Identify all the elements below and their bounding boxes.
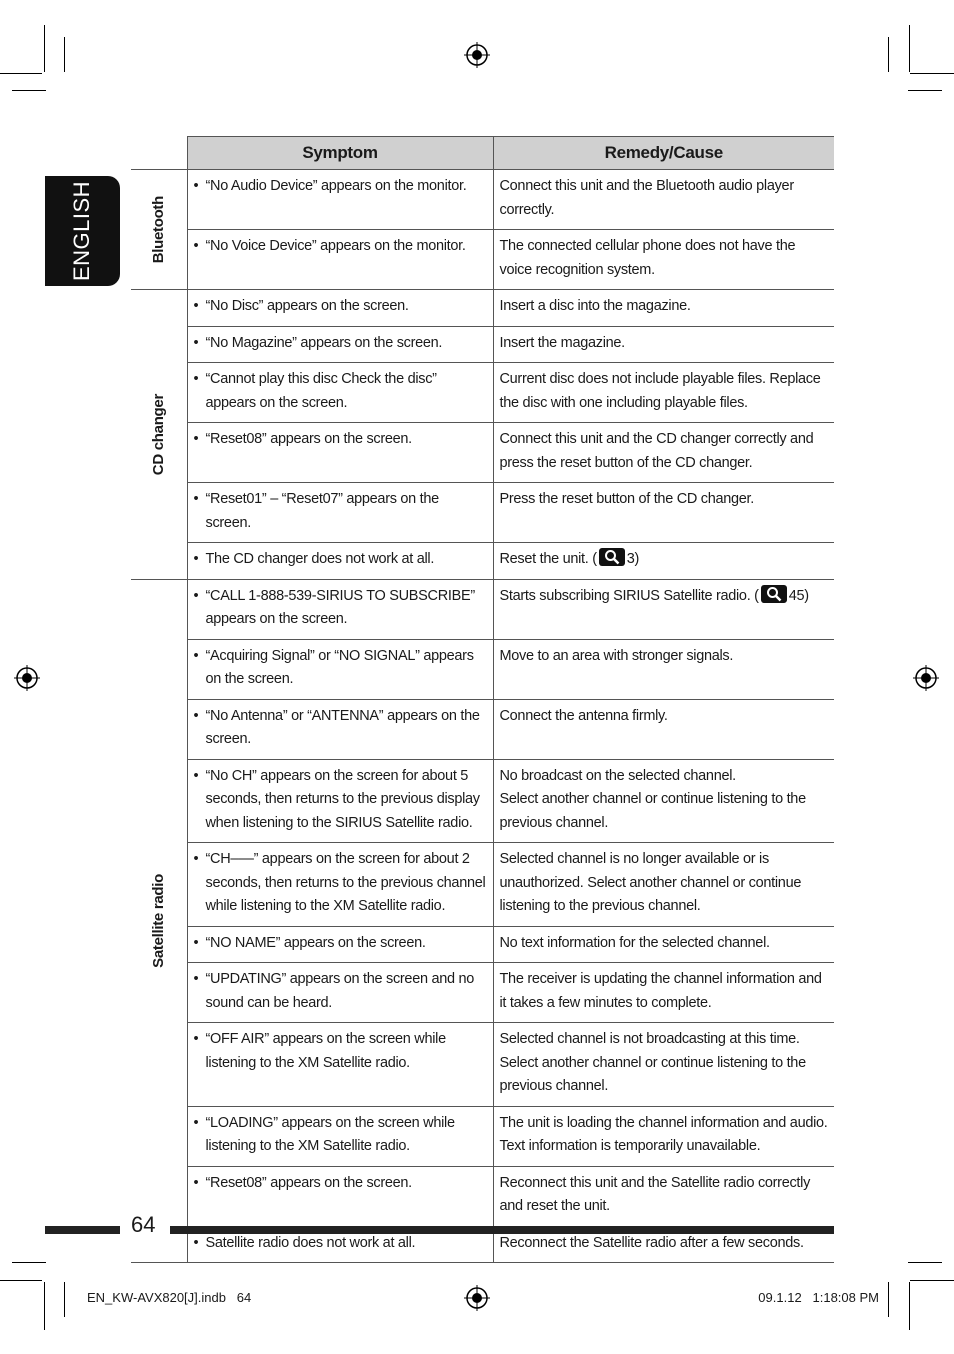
table-row	[131, 423, 834, 483]
bullet: •	[193, 1234, 199, 1251]
remedy-cell: Selected channel is no longer available or is unauthorized. Select another channel or continue listening to the previous channel.	[493, 843, 834, 927]
bullet: •	[193, 238, 199, 254]
symptom-text: “CALL 1-888-539-SIRIUS TO SUBSCRIBE” appears on the screen.	[205, 587, 475, 627]
table-row	[131, 230, 834, 290]
symptom-text: “OFF AIR” appears on the screen while listening to the XM Satellite radio.	[205, 1031, 446, 1071]
symptom-text: “No Magazine” appears on the screen.	[205, 334, 443, 351]
crop-mark	[910, 73, 954, 74]
crop-mark	[12, 90, 46, 91]
bullet: •	[193, 431, 199, 447]
remedy-cell: Connect the antenna firmly.	[493, 699, 834, 759]
symptom-text: “No Antenna” or “ANTENNA” appears on the screen.	[205, 707, 480, 747]
category-label: Bluetooth	[150, 195, 167, 264]
table-row	[131, 843, 834, 927]
bullet: •	[193, 647, 199, 664]
bullet: •	[193, 1174, 199, 1191]
crop-mark	[908, 1262, 942, 1263]
remedy-cell	[493, 759, 834, 843]
symptom-header: Symptom	[187, 137, 493, 170]
page-bar-right	[170, 1226, 834, 1234]
remedy-cell: No text information for the selected channel.	[493, 926, 834, 963]
table-row	[131, 579, 834, 639]
crop-mark	[910, 1280, 954, 1281]
crop-mark	[0, 1280, 42, 1281]
registration-mark-icon	[464, 1285, 490, 1311]
bullet: •	[193, 178, 199, 194]
magnifier-reference-icon	[761, 585, 787, 603]
bullet: •	[193, 371, 199, 387]
remedy-line: Select another channel or continue listening to the previous channel.	[499, 1054, 806, 1094]
symptom-text: “No Voice Device” appears on the monitor.	[205, 238, 466, 254]
symptom-cell	[187, 759, 493, 843]
remedy-cell: Current disc does not include playable files. Replace the disc with one including playable files.	[493, 363, 834, 423]
remedy-line: No broadcast on the selected channel.	[499, 767, 736, 784]
remedy-cell: Press the reset button of the CD changer.	[493, 483, 834, 543]
registration-mark-icon	[14, 665, 40, 691]
symptom-text: “No CH” appears on the screen for about 5 seconds, then returns to the previous display when listening to the SIRIUS Satellite radio.	[205, 767, 480, 831]
remedy-cell: Connect this unit and the Bluetooth audio player correctly.	[493, 170, 834, 230]
remedy-cell: Reconnect the Satellite radio after a few seconds.	[493, 1226, 834, 1263]
table-row	[131, 699, 834, 759]
remedy-text: Starts subscribing SIRIUS Satellite radio. (	[499, 587, 759, 604]
symptom-text: “Reset01” – “Reset07” appears on the screen.	[205, 491, 439, 531]
reference-page: 45)	[788, 587, 809, 604]
bullet: •	[193, 1114, 199, 1131]
symptom-text: Satellite radio does not work at all.	[205, 1234, 416, 1251]
symptom-cell	[187, 423, 493, 483]
symptom-text: “No Disc” appears on the screen.	[205, 298, 409, 314]
bullet: •	[193, 767, 199, 784]
remedy-cell: The receiver is updating the channel information and it takes a few minutes to complete.	[493, 963, 834, 1023]
table-row	[131, 1023, 834, 1107]
symptom-cell	[187, 230, 493, 290]
remedy-cell: Connect this unit and the CD changer correctly and press the reset button of the CD changer.	[493, 423, 834, 483]
crop-mark	[888, 37, 889, 72]
table-row	[131, 543, 834, 580]
remedy-line: Text information is temporarily unavailable.	[499, 1138, 761, 1154]
symptom-text: “UPDATING” appears on the screen and no sound can be heard.	[205, 971, 475, 1011]
symptom-text: “Acquiring Signal” or “NO SIGNAL” appears on the screen.	[205, 647, 474, 687]
crop-mark	[64, 37, 65, 72]
category-bluetooth	[131, 170, 187, 290]
crop-mark	[0, 73, 42, 74]
bullet: •	[193, 587, 199, 604]
symptom-cell	[187, 290, 493, 327]
symptom-cell	[187, 843, 493, 927]
symptom-cell	[187, 170, 493, 230]
table-row	[131, 1166, 834, 1226]
table-row	[131, 326, 834, 363]
table-row	[131, 290, 834, 327]
bullet: •	[193, 707, 199, 724]
category-label: CD changer	[150, 393, 167, 475]
table-row	[131, 963, 834, 1023]
remedy-cell	[493, 1023, 834, 1107]
reference-page: 3)	[626, 551, 640, 567]
print-timestamp: 09.1.12 1:18:08 PM	[758, 1290, 879, 1305]
symptom-cell	[187, 1106, 493, 1166]
crop-mark	[12, 1262, 46, 1263]
table-row	[131, 759, 834, 843]
remedy-cell: Insert the magazine.	[493, 326, 834, 363]
symptom-cell	[187, 579, 493, 639]
table-row	[131, 483, 834, 543]
remedy-line: Select another channel or continue listening to the previous channel.	[499, 791, 806, 831]
page-number: 64	[131, 1212, 156, 1237]
remedy-cell	[493, 543, 834, 580]
remedy-line: The unit is loading the channel information and audio.	[499, 1114, 828, 1131]
table-row	[131, 1106, 834, 1166]
symptom-cell	[187, 963, 493, 1023]
symptom-cell	[187, 363, 493, 423]
remedy-line: Selected channel is not broadcasting at this time.	[499, 1031, 800, 1047]
bullet: •	[193, 491, 199, 507]
table-row	[131, 363, 834, 423]
symptom-cell	[187, 543, 493, 580]
symptom-text: “LOADING” appears on the screen while listening to the XM Satellite radio.	[205, 1114, 455, 1154]
symptom-text: “Reset08” appears on the screen.	[205, 1174, 412, 1191]
remedy-header: Remedy/Cause	[493, 137, 834, 170]
language-tab	[45, 176, 120, 286]
remedy-cell: The connected cellular phone does not have the voice recognition system.	[493, 230, 834, 290]
symptom-cell	[187, 926, 493, 963]
symptom-text: “Cannot play this disc Check the disc” appears on the screen.	[205, 371, 437, 411]
crop-mark	[888, 1282, 889, 1317]
remedy-cell: Move to an area with stronger signals.	[493, 639, 834, 699]
crop-mark	[44, 25, 45, 72]
table-row	[131, 639, 834, 699]
bullet: •	[193, 298, 199, 314]
bullet: •	[193, 851, 199, 867]
symptom-cell	[187, 699, 493, 759]
remedy-cell	[493, 579, 834, 639]
symptom-text: “No Audio Device” appears on the monitor.	[205, 178, 467, 194]
symptom-cell	[187, 326, 493, 363]
table-row	[131, 170, 834, 230]
crop-mark	[64, 1282, 65, 1317]
symptom-cell	[187, 639, 493, 699]
symptom-cell	[187, 1023, 493, 1107]
magnifier-reference-icon	[599, 548, 625, 566]
table-header-row	[131, 137, 834, 170]
bullet: •	[193, 1031, 199, 1047]
crop-mark	[44, 1282, 45, 1330]
bullet: •	[193, 551, 199, 567]
troubleshooting-table	[131, 136, 834, 1263]
remedy-cell	[493, 1106, 834, 1166]
remedy-text: Reset the unit. (	[499, 551, 597, 567]
category-cd-changer	[131, 290, 187, 580]
symptom-cell	[187, 483, 493, 543]
crop-mark	[909, 1282, 910, 1330]
symptom-text: The CD changer does not work at all.	[205, 551, 435, 567]
category-label: Satellite radio	[150, 873, 167, 968]
bullet: •	[193, 334, 199, 351]
symptom-text: “Reset08” appears on the screen.	[205, 431, 412, 447]
registration-mark-icon	[913, 665, 939, 691]
remedy-cell: Insert a disc into the magazine.	[493, 290, 834, 327]
crop-mark	[909, 25, 910, 72]
bullet: •	[193, 971, 199, 987]
registration-mark-icon	[464, 42, 490, 68]
remedy-cell: Reconnect this unit and the Satellite radio correctly and reset the unit.	[493, 1166, 834, 1226]
symptom-text: “NO NAME” appears on the screen.	[205, 934, 426, 951]
print-file-name: EN_KW-AVX820[J].indb 64	[87, 1290, 252, 1305]
symptom-text: “CH–––” appears on the screen for about 2 seconds, then returns to the previous channel while listening to the XM Satellite radio.	[205, 851, 486, 914]
bullet: •	[193, 934, 199, 951]
language-tab-label: ENGLISH	[69, 180, 95, 282]
category-satellite-radio	[131, 579, 187, 1263]
page-bar-left	[45, 1226, 120, 1234]
table-row	[131, 926, 834, 963]
symptom-cell	[187, 1166, 493, 1226]
header-spacer	[131, 137, 187, 170]
crop-mark	[908, 90, 942, 91]
